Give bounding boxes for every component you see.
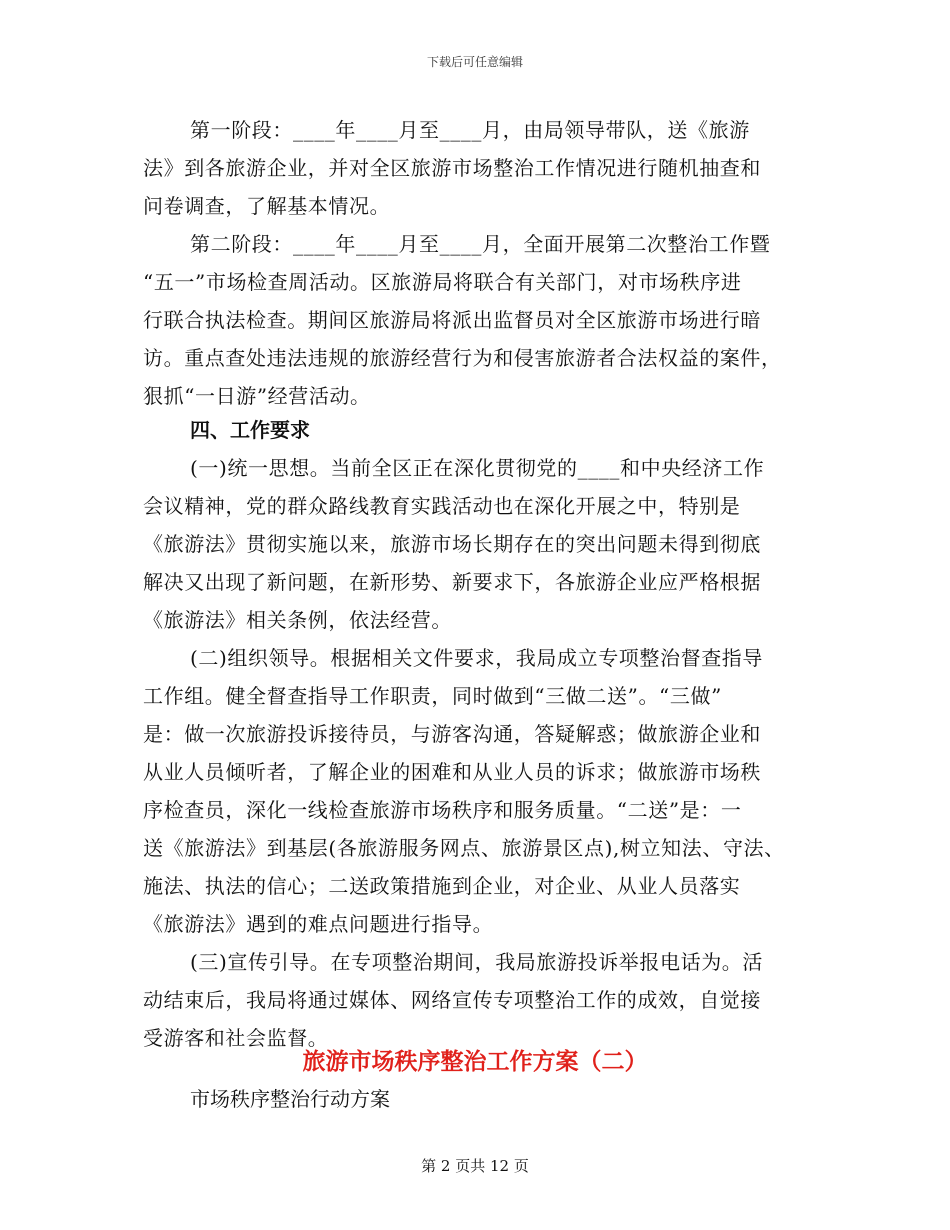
text-line: 第一阶段：____年____月至____月，由局领导带队，送《旅游 <box>190 118 750 142</box>
text-line: 从业人员倾听者，了解企业的困难和从业人员的诉求；做旅游市场秩 <box>143 760 761 784</box>
text-line: 动结束后，我局将通过媒体、网络宣传专项整治工作的成效，自觉接 <box>143 988 761 1012</box>
text-line: 第二阶段：____年____月至____月，全面开展第二次整治工作暨 <box>190 232 771 256</box>
text-line: (三)宣传引导。在专项整治期间，我局旅游投诉举报电话为。活 <box>190 950 764 974</box>
text-line: 序检查员，深化一线检查旅游市场秩序和服务质量。“二送”是：一 <box>143 798 742 822</box>
text-line: 《旅游法》遇到的难点问题进行指导。 <box>143 912 494 936</box>
text-line: 《旅游法》贯彻实施以来，旅游市场长期存在的突出问题未得到彻底 <box>143 532 761 556</box>
page-number: 第 2 页共 12 页 <box>421 1157 529 1175</box>
text-line: 送《旅游法》到基层(各旅游服务网点、旅游景区点),树立知法、守法、 <box>143 836 785 860</box>
text-line: 狠抓“一日游”经营活动。 <box>143 384 371 408</box>
text-line: 工作组。健全督查指导工作职责，同时做到“三做二送”。“三做” <box>143 684 722 708</box>
section-heading: 四、工作要求 <box>190 418 310 442</box>
text-line: 行联合执法检查。期间区旅游局将派出监督员对全区旅游市场进行暗 <box>143 308 761 332</box>
text-line: 受游客和社会监督。 <box>143 1026 329 1050</box>
text-line: 解决又出现了新问题，在新形势、新要求下，各旅游企业应严格根据 <box>143 570 761 594</box>
document-title: 旅游市场秩序整治工作方案（二） <box>302 1048 648 1075</box>
text-line: 问卷调查，了解基本情况。 <box>143 194 391 218</box>
text-line: 会议精神，党的群众路线教育实践活动也在深化开展之中，特别是 <box>143 494 741 518</box>
page-header: 下载后可任意编辑 <box>426 55 523 69</box>
text-line: 是：做一次旅游投诉接待员，与游客沟通，答疑解惑；做旅游企业和 <box>143 722 761 746</box>
text-line: 《旅游法》相关条例，依法经营。 <box>143 608 452 632</box>
text-line: “五一”市场检查周活动。区旅游局将联合有关部门，对市场秩序进 <box>143 270 742 294</box>
text-line: 施法、执法的信心；二送政策措施到企业，对企业、从业人员落实 <box>143 874 741 898</box>
document-subtitle: 市场秩序整治行动方案 <box>190 1087 390 1111</box>
text-line: (二)组织领导。根据相关文件要求，我局成立专项整治督查指导 <box>190 646 764 670</box>
text-line: (一)统一思想。当前全区正在深化贯彻党的____和中央经济工作 <box>190 456 765 480</box>
text-line: 访。重点查处违法违规的旅游经营行为和侵害旅游者合法权益的案件， <box>143 346 782 370</box>
text-line: 法》到各旅游企业，并对全区旅游市场整治工作情况进行随机抽查和 <box>143 156 761 180</box>
